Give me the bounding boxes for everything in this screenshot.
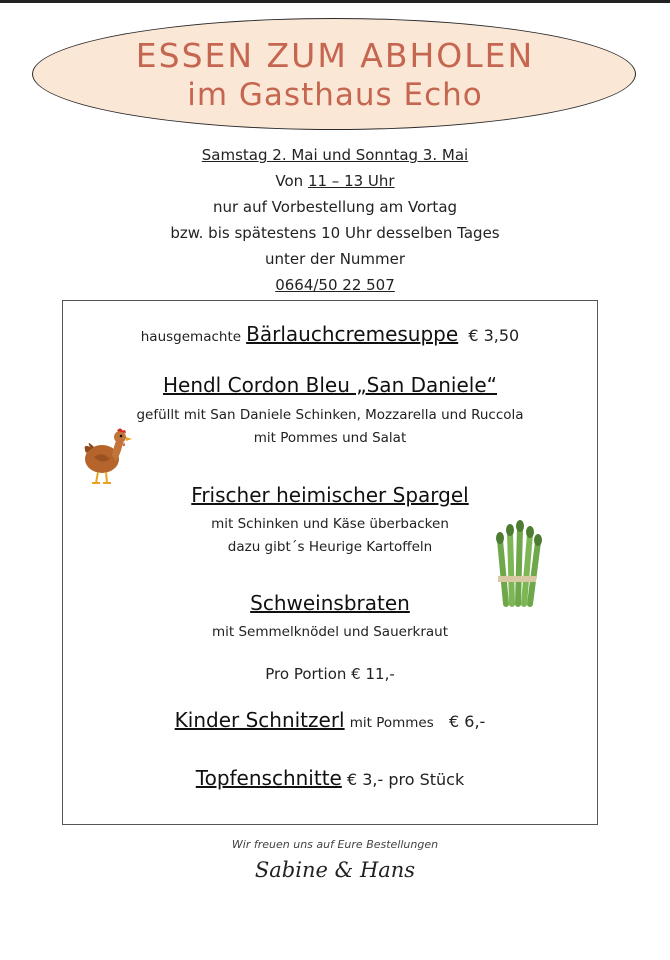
- portion-price: Pro Portion € 11,-: [265, 665, 395, 683]
- phone-number: 0664/50 22 507: [275, 276, 395, 294]
- cordon-row: [62, 373, 598, 397]
- time-range: 11 – 13 Uhr: [307, 172, 395, 190]
- signature: Sabine & Hans: [254, 858, 416, 882]
- spargel-row: [62, 483, 598, 507]
- cordon-desc2: mit Pommes und Salat: [253, 430, 407, 446]
- chicken-icon: [80, 425, 134, 489]
- cordon-desc1: gefüllt mit San Daniele Schinken, Mozzarella und Ruccola: [136, 407, 524, 423]
- soup-name: Bärlauchcremesuppe: [246, 322, 459, 346]
- preorder-text: nur auf Vorbestellung am Vortag: [212, 198, 458, 216]
- top-border: [0, 0, 670, 3]
- kinder-suffix: mit Pommes: [349, 715, 434, 731]
- spargel-name: Frischer heimischer Spargel: [191, 483, 469, 507]
- spargel-desc1: mit Schinken und Käse überbacken: [211, 516, 449, 532]
- kinder-row: [62, 708, 598, 732]
- soup-price: € 3,50: [468, 326, 520, 345]
- asparagus-icon: [480, 520, 560, 608]
- kinder-price: € 6,-: [449, 712, 486, 731]
- dates-text: Samstag 2. Mai und Sonntag 3. Mai: [201, 146, 469, 164]
- braten-name: Schweinsbraten: [250, 591, 410, 615]
- footer-note: Wir freuen uns auf Eure Bestellungen: [231, 838, 439, 851]
- time-line: [0, 172, 670, 190]
- spargel-desc2: dazu gibt´s Heurige Kartoffeln: [227, 539, 433, 555]
- deadline-text: bzw. bis spätestens 10 Uhr desselben Tages: [170, 224, 500, 242]
- topfen-price: € 3,- pro Stück: [346, 770, 465, 789]
- soup-row: [62, 322, 598, 346]
- kinder-name: Kinder Schnitzerl: [174, 708, 345, 732]
- topfen-row: [62, 766, 598, 790]
- cordon-name: Hendl Cordon Bleu „San Daniele“: [162, 373, 498, 397]
- time-prefix: Von: [275, 172, 304, 190]
- page-subtitle: im Gasthaus Echo: [187, 77, 483, 113]
- topfen-name: Topfenschnitte: [195, 766, 342, 790]
- page-title: ESSEN ZUM ABHOLEN: [135, 36, 535, 75]
- braten-desc1: mit Semmelknödel und Sauerkraut: [212, 624, 448, 640]
- soup-prefix: hausgemachte: [140, 329, 242, 345]
- number-label: unter der Nummer: [264, 250, 406, 268]
